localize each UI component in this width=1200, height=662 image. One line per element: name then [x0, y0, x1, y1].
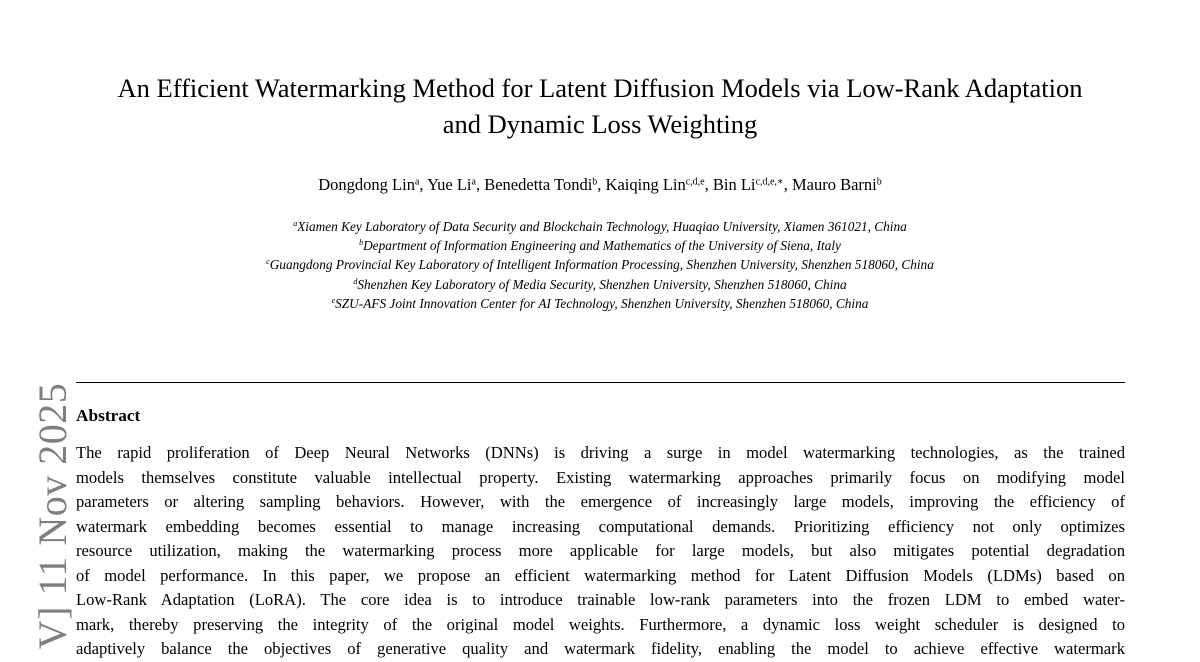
abstract-line: models themselves constitute valuable intellectual property. Existing watermarking approaches primarily focus on modifying model [76, 467, 1125, 487]
author-name: Benedetta Tondi [484, 175, 593, 194]
abstract-top-rule [76, 382, 1125, 383]
author-name: Dongdong Lin [318, 175, 415, 194]
author-item [713, 175, 784, 194]
author-item [792, 175, 882, 194]
affiliation-line [60, 255, 1140, 274]
affiliation-marker: d [353, 276, 358, 286]
abstract-line: watermark embedding becomes essential to manage increasing computational demands. Prioritizing efficiency not only optimizes [76, 516, 1125, 536]
affiliation-marker: b [359, 238, 364, 248]
abstract-line: adaptively balance the objectives of generative quality and watermark fidelity, enabling the model to achieve effective watermark [76, 639, 1125, 658]
affiliation-line [60, 217, 1140, 236]
author-item [427, 175, 476, 194]
author-item [318, 175, 419, 194]
author-separator: , [704, 175, 713, 194]
affiliation-text: Guangdong Provincial Key Laboratory of Intelligent Information Processing, Shenzhen University, Shenzhen 518060, China [269, 257, 934, 273]
abstract-line: of model performance. In this paper, we propose an efficient watermarking method for Latent Diffusion Models (LDMs) based on [76, 565, 1125, 585]
affiliation-list [60, 217, 1140, 313]
affiliation-text: Shenzhen Key Laboratory of Media Security, Shenzhen University, Shenzhen 518060, China [357, 276, 847, 292]
paper-title-line-2: and Dynamic Loss Weighting [442, 109, 758, 139]
author-affiliation-marker: b [592, 176, 598, 188]
affiliation-marker: e [331, 296, 336, 306]
affiliation-line [60, 236, 1140, 255]
affiliation-text: Department of Information Engineering and Mathematics of the University of Siena, Italy [363, 238, 841, 254]
author-name: Kaiqing Lin [605, 175, 686, 194]
abstract-body [76, 441, 1125, 662]
affiliation-line [60, 294, 1140, 313]
affiliation-marker: a [293, 219, 298, 229]
paper-title [60, 70, 1140, 142]
abstract-line: mark, thereby preserving the integrity of the original model weights. Furthermore, a dynamic loss weight scheduler is designed to [76, 614, 1125, 634]
author-list [60, 174, 1140, 196]
abstract-heading: Abstract [76, 406, 141, 425]
author-affiliation-marker: c,d,e [685, 176, 705, 188]
abstract-line: Low-Rank Adaptation (LoRA). The core idea is to introduce trainable low-rank parameters into the frozen LDM to embed water- [76, 590, 1125, 609]
author-separator: , [783, 175, 792, 194]
abstract-line: The rapid proliferation of Deep Neural Networks (DNNs) is driving a surge in model watermarking technologies, as the trained [76, 443, 1125, 462]
author-name: Yue Li [427, 175, 472, 194]
author-item [484, 175, 597, 194]
author-affiliation-marker: a [471, 176, 476, 188]
author-separator: , [475, 175, 485, 194]
author-affiliation-marker: b [876, 176, 882, 188]
author-separator: , [419, 175, 428, 194]
affiliation-marker: c [266, 257, 270, 267]
affiliation-line [60, 275, 1140, 294]
affiliation-text: Xiamen Key Laboratory of Data Security and Blockchain Technology, Huaqiao University, Xiamen 361021, China [297, 219, 907, 234]
abstract-line: resource utilization, making the watermarking process more applicable for large models, but also mitigates potential degradation [76, 541, 1125, 560]
author-name: Bin Li [712, 175, 756, 194]
abstract-line: parameters or altering sampling behaviors. However, with the emergence of increasingly large models, improving the efficiency of [76, 492, 1125, 511]
author-name: Mauro Barni [791, 175, 877, 194]
paper-title-line-1: An Efficient Watermarking Method for Latent Diffusion Models via Low-Rank Adaptation [117, 73, 1083, 103]
author-affiliation-marker: a [414, 176, 420, 188]
affiliation-text: SZU-AFS Joint Innovation Center for AI Technology, Shenzhen University, Shenzhen 518060, China [335, 295, 869, 311]
arxiv-stamp: V] 11 Nov 2025 [30, 382, 75, 650]
author-separator: , [597, 175, 606, 194]
author-item [606, 175, 705, 194]
author-affiliation-marker: c,d,e,∗ [755, 176, 784, 188]
